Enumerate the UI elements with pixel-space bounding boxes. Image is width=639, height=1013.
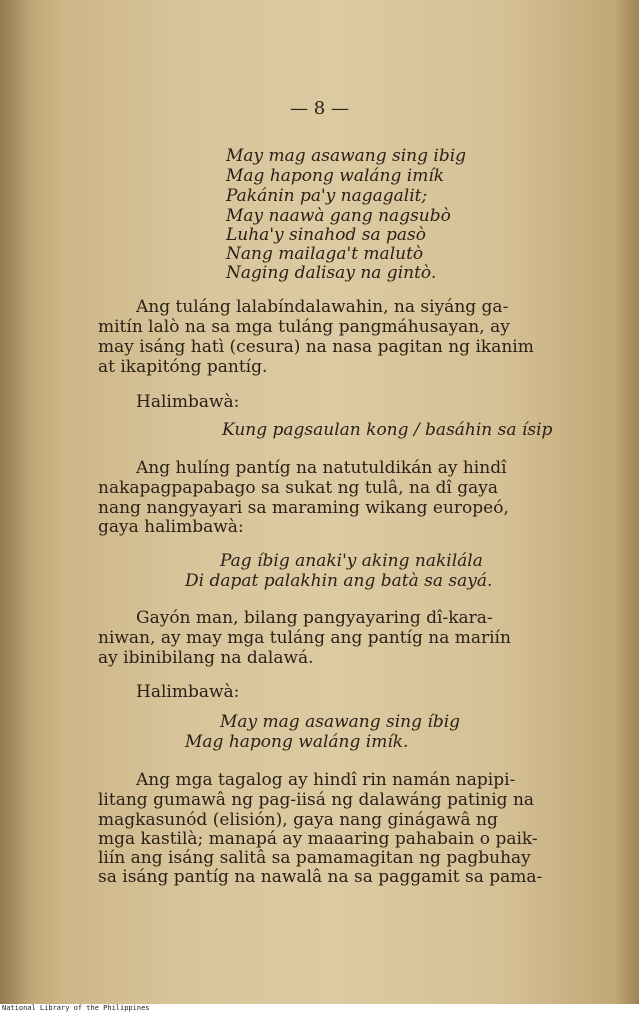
- paragraph-line: ay ibinibilang na dalawá.: [98, 648, 314, 668]
- example-verse: Pag íbig anaki'y aking nakilála: [220, 551, 483, 571]
- poem-line: Pakánin pa'y nagagalit;: [226, 186, 428, 206]
- poem-line: Naging dalisay na gintò.: [226, 263, 437, 283]
- paragraph-line: magkasunód (elisión), gaya nang ginágawâ ng: [98, 810, 498, 830]
- page-shadow-right: [615, 0, 639, 1004]
- poem-line: May mag asawang sing ibig: [226, 146, 467, 166]
- example-verse: May mag asawang sing íbig: [220, 712, 461, 732]
- paragraph-line: mga kastilà; manapá ay maaaring pahabain o paik-: [98, 829, 538, 849]
- paragraph-line: at ikapitóng pantíg.: [98, 357, 268, 377]
- poem-line: Nang mailaga't malutò: [226, 244, 424, 264]
- example-label: Halimbawà:: [136, 392, 240, 412]
- paragraph-line: Ang tuláng lalabíndalawahin, na siyáng ga-: [136, 297, 509, 317]
- paragraph-line: liín ang isáng salitâ sa pamamagitan ng pagbuhay: [98, 848, 531, 868]
- example-verse: Di dapat palakhin ang batà sa sayá.: [185, 571, 493, 591]
- paragraph-line: Gayón man, bilang pangyayaring dî-kara-: [136, 608, 493, 628]
- poem-line: Luha'y sinahod sa pasò: [226, 225, 426, 245]
- paragraph-line: nang nangyayari sa maraming wikang europeó,: [98, 498, 509, 518]
- paragraph-line: niwan, ay may mga tuláng ang pantíg na mariín: [98, 628, 511, 648]
- page-number: — 8 —: [290, 98, 349, 119]
- example-verse: Kung pagsaulan kong / basáhin sa ísip: [222, 420, 553, 440]
- paragraph-line: sa isáng pantíg na nawalâ na sa paggamit sa pama-: [98, 867, 543, 887]
- paragraph-line: gaya halimbawà:: [98, 517, 244, 537]
- library-credit: National Library of the Philippines: [2, 1004, 150, 1012]
- poem-line: Mag hapong waláng imík: [226, 166, 445, 186]
- paragraph-line: Ang hulíng pantíg na natutuldikán ay hindî: [136, 458, 507, 478]
- paragraph-line: litang gumawâ ng pag-iisá ng dalawáng patinig na: [98, 790, 535, 810]
- paragraph-line: nakapagpapabago sa sukat ng tulâ, na dî gaya: [98, 478, 498, 498]
- page-shadow-left: [0, 0, 32, 1004]
- paragraph-line: may isáng hatì (cesura) na nasa pagitan ng ikanim: [98, 337, 534, 357]
- poem-line: May naawà gang nagsubò: [226, 206, 451, 226]
- paragraph-line: Ang mga tagalog ay hindî rin namán napipi-: [136, 770, 516, 790]
- paragraph-line: mitín lalò na sa mga tuláng pangmáhusayan, ay: [98, 317, 510, 337]
- example-verse: Mag hapong waláng imík.: [185, 732, 409, 752]
- example-label: Halimbawà:: [136, 682, 240, 702]
